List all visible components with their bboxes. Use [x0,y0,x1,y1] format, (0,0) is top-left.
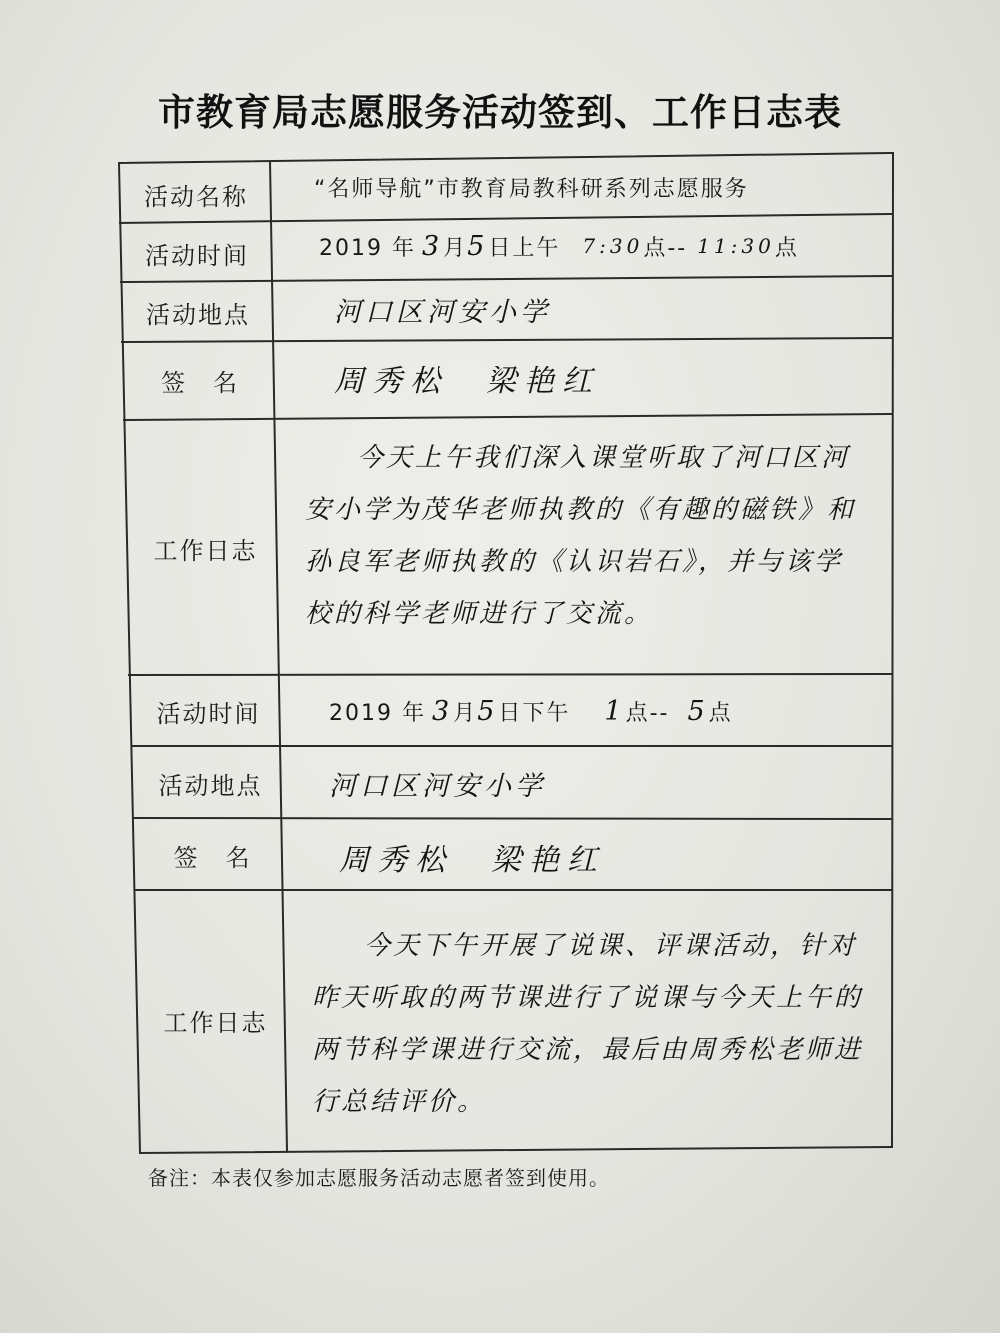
morning-log-text: 今天上午我们深入课堂听取了河口区河安小学为茂华老师执教的《有趣的磁铁》和孙良军老师执教的《认识岩石》，并与该学校的科学老师进行了交流。 [305,443,857,629]
morning-start-label: 点-- [643,235,688,261]
afternoon-day: 5 [477,695,499,727]
afternoon-sign-label: 签 名 [173,843,252,872]
activity-name-value: “名师导航”市教育局教科研系列志愿服务 [314,176,749,202]
activity-name-label: 活动名称 [144,182,248,211]
morning-year: 2019 年 [319,235,416,261]
afternoon-start-label: 点-- [625,700,670,726]
afternoon-place-value: 河口区河安小学 [329,770,546,802]
morning-month-label: 月 [443,235,468,261]
morning-time-value [305,217,890,275]
morning-place-label: 活动地点 [146,300,250,329]
afternoon-month-label: 月 [453,700,478,726]
afternoon-end-label: 点 [708,700,733,726]
afternoon-month: 3 [431,695,454,727]
afternoon-day-label: 日下午 [498,700,571,726]
morning-place-value: 河口区河安小学 [334,296,551,328]
morning-sign-label: 签 名 [161,368,239,397]
morning-signatures: 周秀松 梁艳红 [334,364,600,399]
morning-time-label: 活动时间 [145,241,249,270]
afternoon-year: 2019 年 [329,700,426,726]
afternoon-signatures: 周秀松 梁艳红 [339,843,605,878]
morning-start-time: 7:30 [582,234,644,258]
afternoon-log-label: 工作日志 [163,1008,268,1037]
morning-log-label: 工作日志 [153,536,258,565]
morning-day: 5 [467,230,489,262]
afternoon-time-value [315,676,885,746]
afternoon-start-time: 1 [604,695,626,727]
afternoon-time-label: 活动时间 [156,699,261,728]
morning-end-time: 11:30 [697,234,775,258]
morning-end-label: 点 [774,235,799,261]
page-title: 市教育局志愿服务活动签到、工作日志表 [158,90,842,134]
morning-day-label: 日上午 [488,235,561,261]
afternoon-log-text: 今天下午开展了说课、评课活动，针对昨天听取的两节课进行了说课与今天上午的两节科学课进行交流，最后由周秀松老师进行总结评价。 [312,931,864,1117]
footer-note: 备注：本表仅参加志愿服务活动志愿者签到使用。 [148,1166,610,1190]
afternoon-end-time: 5 [687,695,709,727]
afternoon-place-label: 活动地点 [158,771,263,800]
morning-month: 3 [421,230,444,262]
